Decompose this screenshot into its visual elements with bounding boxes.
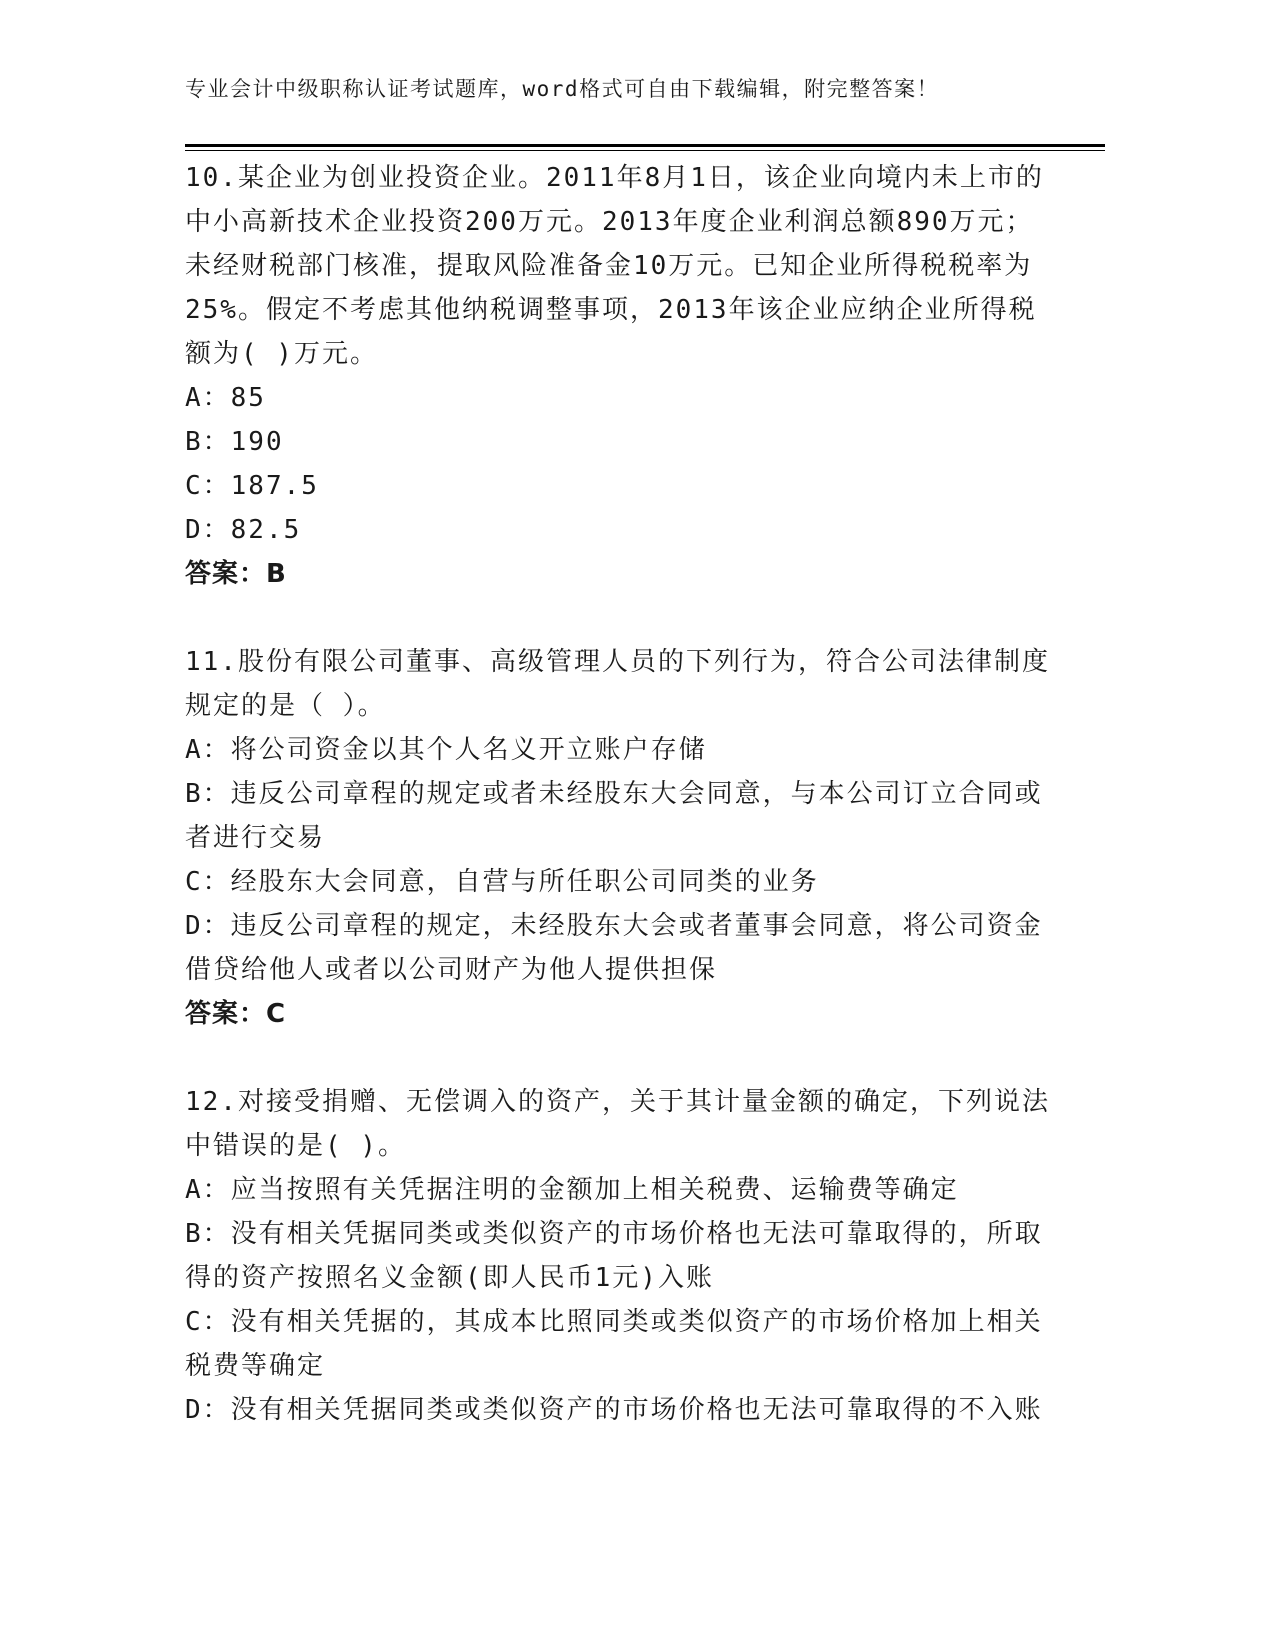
question-stem bbox=[185, 156, 1090, 376]
option-d bbox=[185, 904, 1090, 992]
question-list bbox=[185, 156, 1090, 1432]
header-rule-thick bbox=[185, 144, 1105, 147]
stem-line: 规定的是（ ）。 bbox=[185, 691, 386, 721]
stem-line: 未经财税部门核准，提取风险准备金10万元。已知企业所得税税率为 bbox=[185, 251, 1033, 281]
stem-line: 中小高新技术企业投资200万元。2013年度企业利润总额890万元； bbox=[185, 207, 1034, 237]
option-line: B：190 bbox=[185, 427, 284, 457]
option-line: 税费等确定 bbox=[185, 1351, 326, 1381]
option-a bbox=[185, 728, 1090, 772]
header-rule-thin bbox=[185, 150, 1105, 151]
stem-line: 中错误的是( )。 bbox=[185, 1131, 406, 1161]
option-line: 借贷给他人或者以公司财产为他人提供担保 bbox=[185, 955, 718, 985]
option-line: C：没有相关凭据的，其成本比照同类或类似资产的市场价格加上相关 bbox=[185, 1307, 1043, 1337]
option-b bbox=[185, 1212, 1090, 1300]
stem-line: 11.股份有限公司董事、高级管理人员的下列行为，符合公司法律制度 bbox=[185, 647, 1050, 677]
option-b bbox=[185, 772, 1090, 860]
question-12 bbox=[185, 1080, 1090, 1432]
option-line: B：没有相关凭据同类或类似资产的市场价格也无法可靠取得的，所取 bbox=[185, 1219, 1043, 1249]
question-spacer bbox=[185, 1036, 1090, 1080]
option-line: B：违反公司章程的规定或者未经股东大会同意，与本公司订立合同或 bbox=[185, 779, 1043, 809]
option-line: 者进行交易 bbox=[185, 823, 326, 853]
question-stem bbox=[185, 640, 1090, 728]
stem-line: 25%。假定不考虑其他纳税调整事项，2013年该企业应纳企业所得税 bbox=[185, 295, 1037, 325]
option-line: D：违反公司章程的规定，未经股东大会或者董事会同意，将公司资金 bbox=[185, 911, 1043, 941]
option-line: 得的资产按照名义金额(即人民币1元)入账 bbox=[185, 1263, 714, 1293]
question-spacer bbox=[185, 596, 1090, 640]
stem-line: 额为( )万元。 bbox=[185, 339, 378, 369]
question-stem bbox=[185, 1080, 1090, 1168]
option-line: A：应当按照有关凭据注明的金额加上相关税费、运输费等确定 bbox=[185, 1175, 959, 1205]
option-a bbox=[185, 1168, 1090, 1212]
option-c bbox=[185, 1300, 1090, 1388]
option-line: D：没有相关凭据同类或类似资产的市场价格也无法可靠取得的不入账 bbox=[185, 1395, 1043, 1425]
option-d bbox=[185, 1388, 1090, 1432]
answer-label: 答案：C bbox=[185, 999, 287, 1029]
option-line: C：187.5 bbox=[185, 471, 319, 501]
stem-line: 12.对接受捐赠、无偿调入的资产，关于其计量金额的确定，下列说法 bbox=[185, 1087, 1050, 1117]
option-b bbox=[185, 420, 1090, 464]
option-line: C：经股东大会同意，自营与所任职公司同类的业务 bbox=[185, 867, 819, 897]
option-c bbox=[185, 464, 1090, 508]
page-header: 专业会计中级职称认证考试题库，word格式可自由下载编辑，附完整答案！ bbox=[185, 77, 940, 101]
option-line: D：82.5 bbox=[185, 515, 302, 545]
stem-line: 10.某企业为创业投资企业。2011年8月1日，该企业向境内未上市的 bbox=[185, 163, 1044, 193]
option-c bbox=[185, 860, 1090, 904]
answer-label: 答案：B bbox=[185, 559, 287, 589]
option-line: A：将公司资金以其个人名义开立账户存储 bbox=[185, 735, 707, 765]
option-d bbox=[185, 508, 1090, 552]
option-line: A：85 bbox=[185, 383, 266, 413]
question-11 bbox=[185, 640, 1090, 1036]
option-a bbox=[185, 376, 1090, 420]
question-10 bbox=[185, 156, 1090, 596]
